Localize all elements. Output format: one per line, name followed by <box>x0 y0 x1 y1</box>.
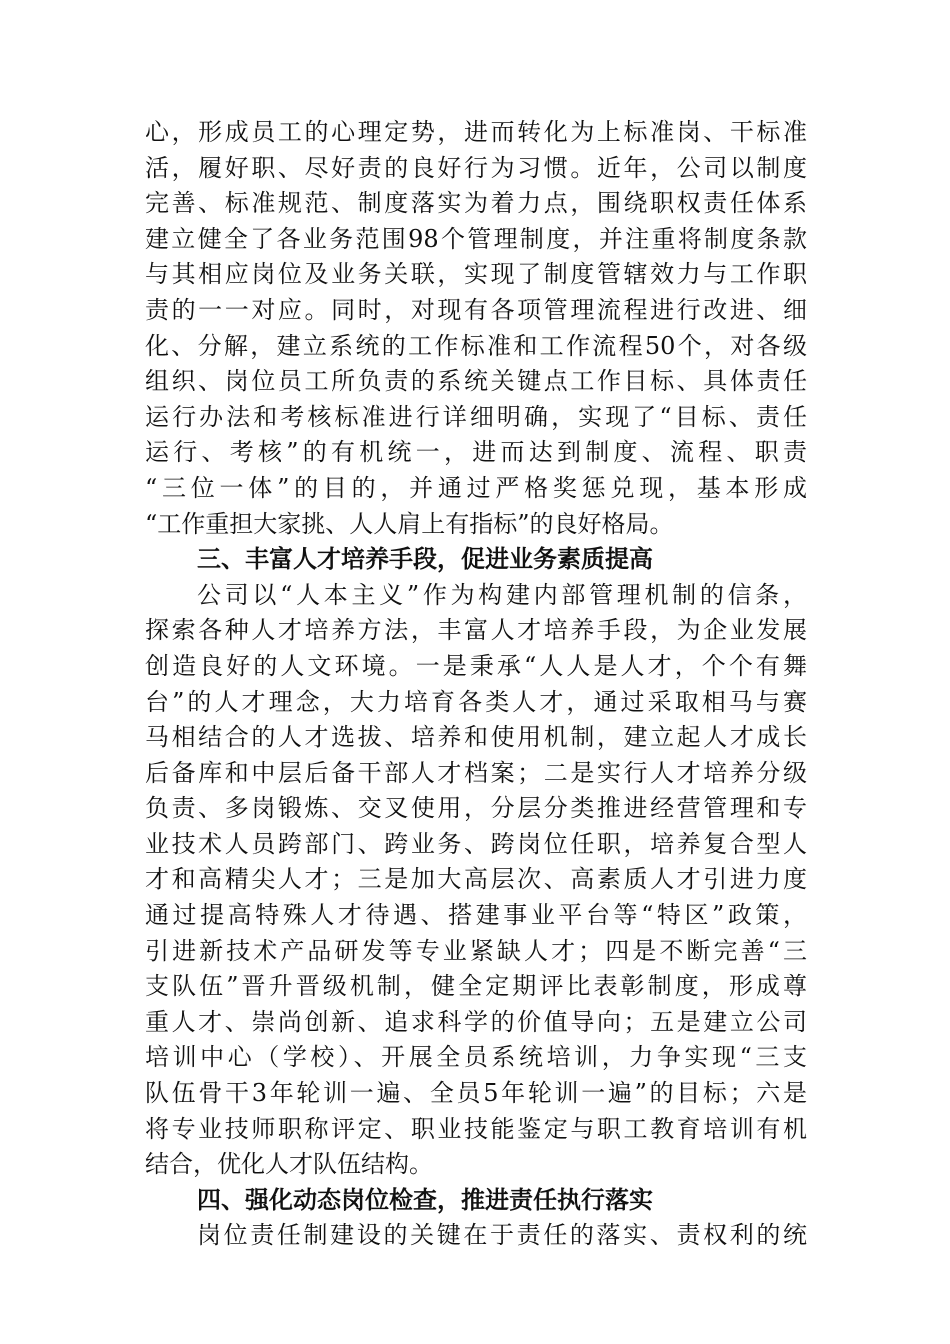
text-line: 心，形成员工的心理定势，进而转化为上标准岗、干标准 <box>145 118 807 146</box>
text-line: 才和高精尖人才；三是加大高层次、高素质人才引进力度 <box>145 865 807 894</box>
text-line: 岗位责任制建设的关键在于责任的落实、责权利的统 <box>197 1221 807 1250</box>
text-line: “三位一体”的目的，并通过严格奖惩兑现，基本形成 <box>145 473 807 502</box>
text-line: 将专业技师职称评定、职业技能鉴定与职工教育培训有机 <box>145 1114 807 1143</box>
text-line: 与其相应岗位及业务关联，实现了制度管辖效力与工作职 <box>145 260 807 289</box>
text-line: 重人才、崇尚创新、追求科学的价值导向；五是建立公司 <box>145 1007 807 1036</box>
text-line: “工作重担大家挑、人人肩上有指标”的良好格局。 <box>145 509 674 538</box>
text-line: 公司以“人本主义”作为构建内部管理机制的信条， <box>197 580 807 609</box>
text-line: 化、分解，建立系统的工作标准和工作流程50个，对各级 <box>145 331 807 360</box>
text-line: 后备库和中层后备干部人才档案；二是实行人才培养分级 <box>145 758 807 787</box>
document-page <box>145 115 807 1254</box>
section-heading: 四、强化动态岗位检查，推进责任执行落实 <box>197 1185 653 1214</box>
text-line: 负责、多岗锻炼、交叉使用，分层分类推进经营管理和专 <box>145 794 807 823</box>
text-line: 马相结合的人才选拔、培养和使用机制，建立起人才成长 <box>145 723 807 752</box>
text-line: 引进新技术产品研发等专业紧缺人才；四是不断完善“三 <box>145 936 807 965</box>
text-line: 组织、岗位员工所负责的系统关键点工作目标、具体责任 <box>145 367 807 396</box>
text-line: 结合，优化人才队伍结构。 <box>145 1150 433 1179</box>
text-line: 运行办法和考核标准进行详细明确，实现了“目标、责任 <box>145 402 807 431</box>
text-line: 培训中心（学校）、开展全员系统培训，力争实现“三支 <box>145 1043 807 1072</box>
text-line: 台”的人才理念，大力培育各类人才，通过采取相马与赛 <box>145 687 807 716</box>
text-line: 创造良好的人文环境。一是秉承“人人是人才，个个有舞 <box>145 651 807 680</box>
text-line: 建立健全了各业务范围98个管理制度，并注重将制度条款 <box>145 224 807 253</box>
paragraph <box>145 115 807 542</box>
text-line: 运行、考核”的有机统一，进而达到制度、流程、职责 <box>145 438 807 467</box>
paragraph <box>145 1218 807 1254</box>
paragraph <box>145 578 807 1183</box>
text-line: 通过提高特殊人才待遇、搭建事业平台等“特区”政策， <box>145 901 807 930</box>
text-line: 责的一一对应。同时，对现有各项管理流程进行改进、细 <box>145 295 807 324</box>
text-line: 队伍骨干3年轮训一遍、全员5年轮训一遍”的目标；六是 <box>145 1079 807 1108</box>
text-line: 业技术人员跨部门、跨业务、跨岗位任职，培养复合型人 <box>145 829 807 858</box>
text-line: 完善、标准规范、制度落实为着力点，围绕职权责任体系 <box>145 189 807 218</box>
text-line: 活，履好职、尽好责的良好行为习惯。近年，公司以制度 <box>145 153 807 182</box>
text-line: 支队伍”晋升晋级机制，健全定期评比表彰制度，形成尊 <box>145 972 807 1001</box>
section-heading: 三、丰富人才培养手段，促进业务素质提高 <box>197 545 653 574</box>
text-line: 探索各种人才培养方法，丰富人才培养手段，为企业发展 <box>145 616 807 645</box>
